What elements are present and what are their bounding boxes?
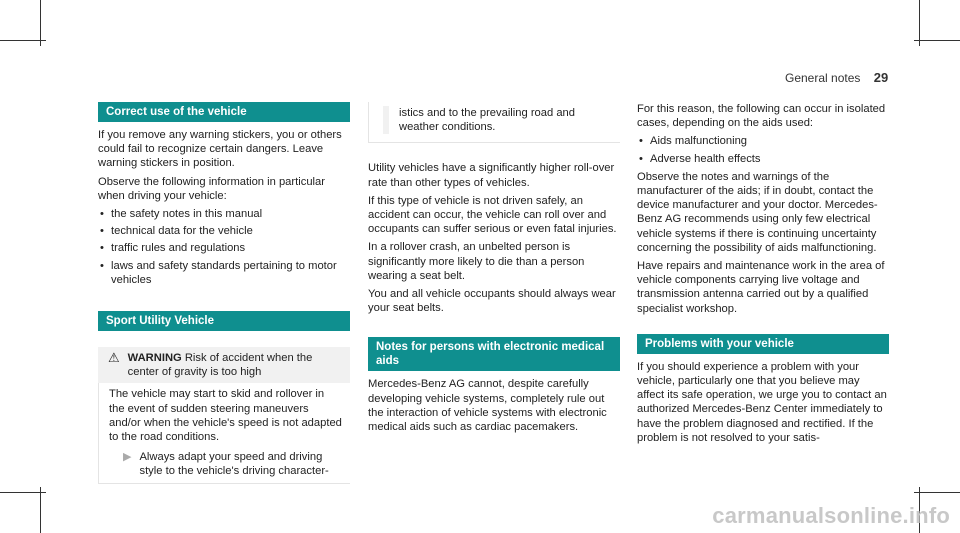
warning-body — [98, 383, 350, 483]
list-item: • technical data for the vehicle — [98, 224, 350, 238]
warning-header — [98, 347, 350, 383]
paragraph: You and all vehicle occupants should always wear your seat belts. — [368, 288, 616, 315]
column-3 — [637, 102, 889, 449]
crop-mark — [914, 492, 960, 493]
paragraph: For this reason, the following can occur in isolated cases, depending on the aids used: — [637, 103, 886, 130]
list-item: • Aids malfunctioning — [637, 134, 889, 148]
paragraph: Observe the following information in particular when driving your vehicle: — [98, 175, 325, 202]
paragraph: If this type of vehicle is not driven safely, an accident can occur, the vehicle can roll over and occupants can suffer serious or even fatal injuries. — [368, 194, 617, 236]
list-item: • traffic rules and regulations — [98, 241, 350, 255]
page-number: 29 — [873, 70, 889, 85]
tip-text: Always adapt your speed and driving style to the vehicle's driving character- — [139, 451, 329, 478]
crop-mark — [0, 492, 46, 493]
paragraph: Mercedes-Benz AG cannot, despite carefully developing vehicle systems, completely rule out the interaction of vehicle systems with electronic medical aids such as cardiac pacemakers. — [368, 378, 607, 434]
warning-continuation — [368, 102, 620, 143]
column-2 — [368, 102, 620, 438]
heading-sport-utility: Sport Utility Vehicle — [98, 311, 350, 331]
heading-medical-aids: Notes for persons with electronic medical aids — [368, 337, 620, 371]
crop-mark — [0, 40, 46, 41]
bullet-list — [98, 207, 350, 287]
watermark: carmanualsonline.info — [712, 503, 950, 528]
paragraph: If you should experience a problem with your vehicle, particularly one that you believe may affect its safe operation, we urge you to contact an authorized Mercedes-Benz Center immediately to have the problem diagnosed and rectified. If the problem is not resolved to your satis- — [637, 360, 887, 444]
heading-correct-use: Correct use of the vehicle — [98, 102, 350, 122]
list-item: • Adverse health effects — [637, 152, 889, 166]
paragraph: Utility vehicles have a significantly higher roll-over rate than other types of vehicles. — [368, 162, 615, 189]
list-item: • laws and safety standards pertaining to motor vehicles — [98, 259, 350, 287]
paragraph: Observe the notes and warnings of the manufacturer of the aids; if in doubt, contact the device manufacturer and your doctor. Mercedes-Benz AG recommends using only few electrical vehicle systems if there is continuing uncertainty concerning the possibility of aids malfunctioning. — [637, 170, 878, 254]
list-item: • the safety notes in this manual — [98, 207, 350, 221]
continued-text: istics and to the prevailing road and weather conditions. — [383, 106, 612, 134]
paragraph: The vehicle may start to skid and rollover in the event of sudden steering maneuvers and/or when the vehicle's speed is not adapted to the road conditions. — [109, 388, 342, 444]
page-header — [785, 70, 888, 85]
warning-triangle-icon: ⚠ — [108, 350, 120, 366]
paragraph: Have repairs and maintenance work in the area of vehicle components carrying live voltage and transmission antenna carried out by a qualified specialist workshop. — [637, 260, 885, 315]
paragraph: If you remove any warning stickers, you or others could fail to recognize certain dangers. Leave warning stickers in position. — [98, 129, 342, 170]
warning-box — [98, 347, 350, 484]
paragraph: In a rollover crash, an unbelted person is significantly more likely to die than a person wearing a seat belt. — [368, 241, 585, 282]
bullet-list — [637, 134, 889, 165]
arrow-icon: ▶ — [123, 451, 132, 464]
crop-mark — [914, 40, 960, 41]
column-1 — [98, 102, 350, 484]
tip — [109, 450, 342, 478]
section-title: General notes — [785, 71, 861, 85]
crop-mark — [40, 487, 41, 533]
warning-text: Risk of accident when the center of gravity is too high — [127, 352, 313, 379]
heading-problems: Problems with your vehicle — [637, 334, 889, 354]
warning-label: WARNING — [127, 352, 182, 365]
